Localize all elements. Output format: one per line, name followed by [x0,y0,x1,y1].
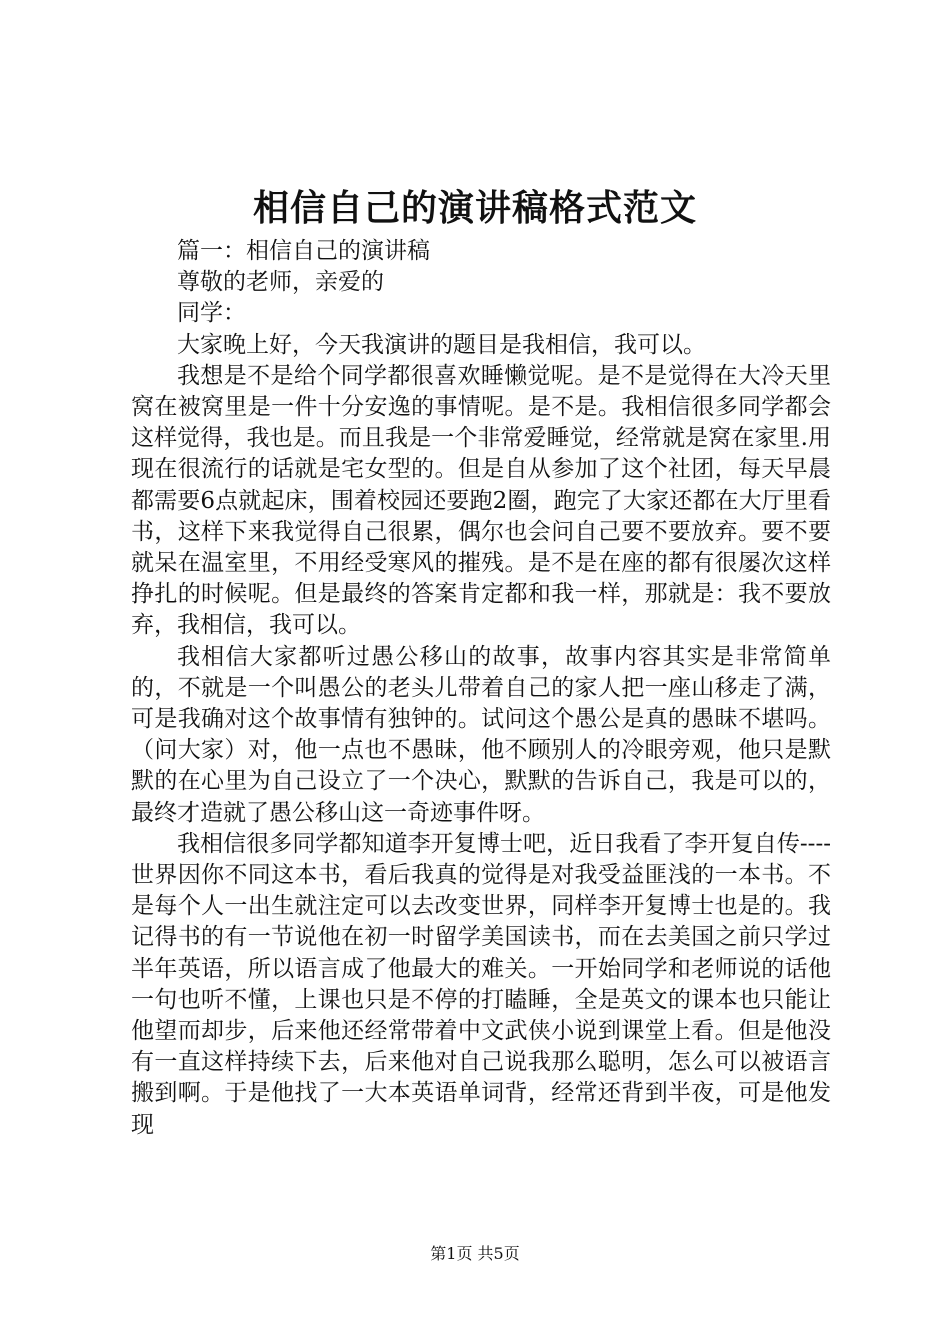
paragraph-section-heading: 篇一：相信自己的演讲稿 [177,238,430,264]
paragraph-body: 我相信很多同学都知道李开复博士吧，近日我看了李开复自传----世界因你不同这本书，看后我真的觉得是对我受益匪浅的一本书。不是每个人一出生就注定可以去改变世界，同样李开复博士也是的。我记得书的有一节说他在初一时留学美国读书，而在去美国之前只学过半年英语，所以语言成了他最大的难关。一开始同学和老师说的话他一句也听不懂，上课也只是不停的打瞌睡，全是英文的课本也只能让他望而却步，后来他还经常带着中文武侠小说到课堂上看。但是他没有一直这样持续下去，后来他对自己说我那么聪明，怎么可以被语言搬到啊。于是他找了一大本英语单词背，经常还背到半夜，可是他发现 [131,830,831,1138]
page-title: 相信自己的演讲稿格式范文 [252,187,697,229]
paragraph-salutation: 尊敬的老师，亲爱的 [177,269,384,296]
document-body [131,236,831,1141]
paragraph-greeting: 大家晚上好，今天我演讲的题目是我相信，我可以。 [177,331,706,358]
paragraph-salutation-cont: 同学： [177,300,246,327]
paragraph-body: 我想是不是给个同学都很喜欢睡懒觉呢。是不是觉得在大冷天里窝在被窝里是一件十分安逸的事情呢。是不是。我相信很多同学都会这样觉得，我也是。而且我是一个非常爱睡觉，经常就是窝在家里.用现在很流行的话就是宅女型的。但是自从参加了这个社团，每天早晨都需要6点就起床，围着校园还要跑2圈，跑完了大家还都在大厅里看书，这样下来我觉得自己很累，偶尔也会问自己要不要放弃。要不要就呆在温室里，不用经受寒风的摧残。是不是在座的都有很屡次这样挣扎的时候呢。但是最终的答案肯定都和我一样，那就是：我不要放弃，我相信，我可以。 [131,362,831,639]
page-footer: 第1页 共5页 [430,1244,520,1263]
paragraph-body: 我相信大家都听过愚公移山的故事，故事内容其实是非常简单的，不就是一个叫愚公的老头儿带着自己的家人把一座山移走了满，可是我确对这个故事情有独钟的。试问这个愚公是真的愚昧不堪吗。（问大家）对，他一点也不愚昧，他不顾别人的冷眼旁观，他只是默默的在心里为自己设立了一个决心，默默的告诉自己，我是可以的，最终才造就了愚公移山这一奇迹事件呀。 [131,643,831,826]
